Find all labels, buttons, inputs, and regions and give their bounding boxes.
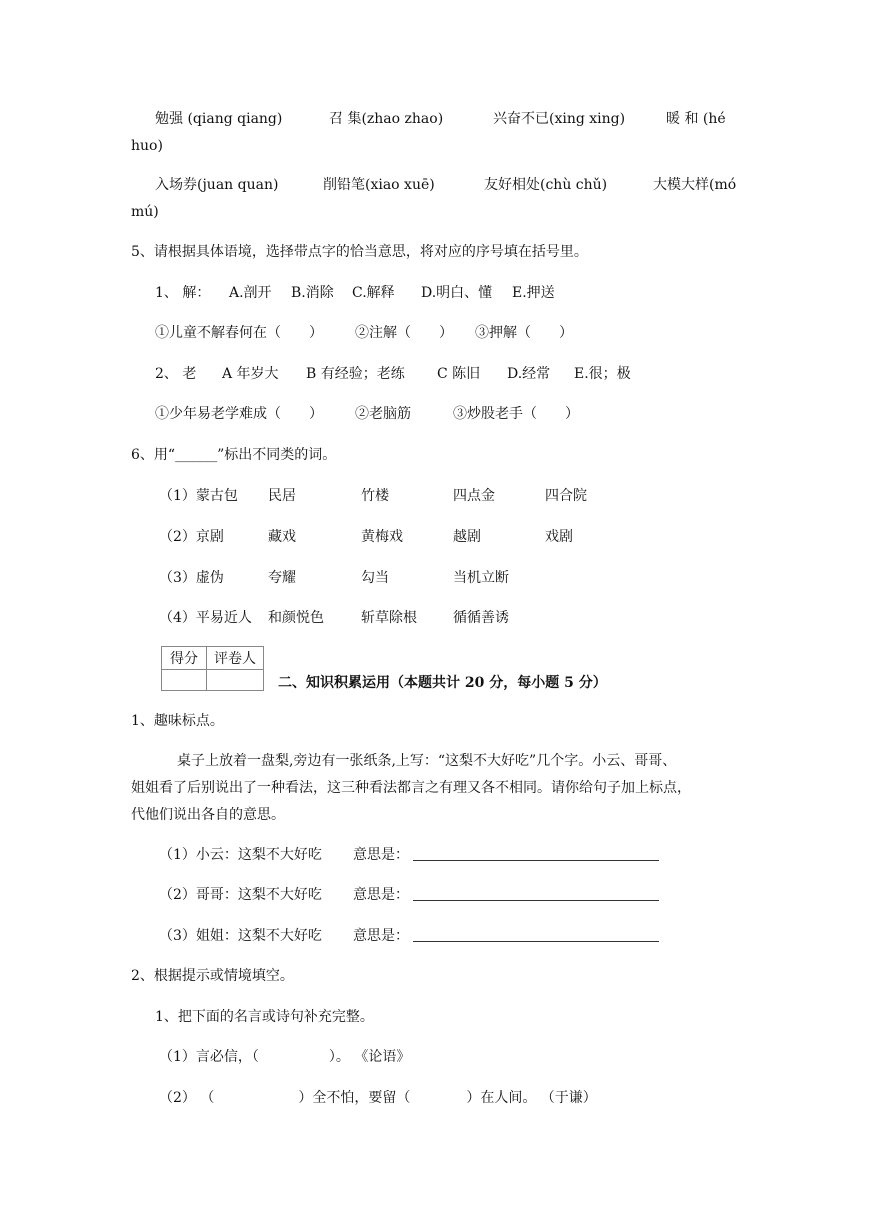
pinyin-item: 大模大样(mó: [653, 177, 737, 193]
question-title: 1、趣味标点。: [131, 713, 224, 729]
question-item-label: 2、 老: [155, 366, 197, 382]
phrase-blank: ②注解（ ）: [355, 325, 453, 341]
answer-label: （2）哥哥：这梨不大好吃: [159, 887, 322, 903]
pinyin-item: 友好相处(chù chǔ): [484, 177, 608, 193]
option-text: B 有经验；老练: [306, 366, 405, 382]
section-title: 二、知识积累运用（本题共计 20 分，每小题 5 分）: [278, 675, 607, 691]
option-text: E.很；极: [574, 366, 631, 382]
pinyin-item: 入场券(juan quan): [155, 177, 279, 193]
question-subtitle: 1、把下面的名言或诗句补充完整。: [155, 1009, 374, 1025]
pinyin-item: 暖 和 (hé: [666, 111, 726, 127]
phrase-blank: ③押解（ ）: [475, 325, 573, 341]
answer-label: （3）姐姐：这梨不大好吃: [159, 928, 322, 944]
word-item: 民居: [268, 488, 296, 504]
word-item: 斩草除根: [361, 610, 417, 626]
word-item: （4）平易近人: [159, 610, 252, 626]
option-text: E.押送: [512, 285, 555, 301]
question-title: 6、用“______”标出不同类的词。: [131, 447, 337, 463]
pinyin-item: 兴奋不已(xing xing): [493, 111, 626, 127]
meaning-label: 意思是：: [353, 928, 409, 944]
word-item: 竹楼: [361, 488, 389, 504]
option-text: D.明白、懂: [421, 285, 493, 301]
pinyin-item-wrap: mú): [131, 204, 159, 220]
word-item: 当机立断: [453, 570, 509, 586]
pinyin-item: 召 集(zhao zhao): [329, 111, 444, 127]
answer-blank[interactable]: [413, 941, 659, 942]
option-text: C 陈旧: [437, 366, 481, 382]
answer-blank[interactable]: [413, 860, 659, 861]
word-item: 戏剧: [545, 529, 573, 545]
pinyin-item: 削铅笔(xiao xuē): [323, 177, 435, 193]
word-item: 夸耀: [268, 570, 296, 586]
score-label: 得分: [162, 647, 207, 670]
meaning-label: 意思是：: [353, 847, 409, 863]
word-item: 四点金: [453, 488, 495, 504]
word-item: 四合院: [545, 488, 587, 504]
grader-label: 评卷人: [207, 647, 264, 670]
answer-label: （1）小云：这梨不大好吃: [159, 847, 322, 863]
option-text: A 年岁大: [222, 366, 279, 382]
word-item: （3）虚伪: [159, 570, 224, 586]
pinyin-item: 勉强 (qiang qiang): [155, 111, 283, 127]
question-title: 5、请根据具体语境，选择带点字的恰当意思，将对应的序号填在括号里。: [131, 244, 588, 260]
option-text: A.剖开: [229, 285, 272, 301]
word-item: （2）京剧: [159, 529, 224, 545]
word-item: 循循善诱: [453, 610, 509, 626]
fill-in-item: （2） （ ）全不怕，要留（ ）在人间。 （于谦）: [159, 1090, 597, 1106]
word-item: （1）蒙古包: [159, 488, 238, 504]
paragraph-line: 代他们说出各自的意思。: [131, 807, 285, 823]
option-text: D.经常: [507, 366, 551, 382]
question-title: 2、根据提示或情境填空。: [131, 968, 294, 984]
option-text: C.解释: [352, 285, 395, 301]
phrase-blank: ③炒股老手（ ）: [453, 406, 579, 422]
fill-in-item: （1）言必信，（ ）。 《论语》: [159, 1049, 411, 1065]
score-box: [161, 646, 264, 691]
paragraph-line: 桌子上放着一盘梨,旁边有一张纸条,上写：“这梨不大好吃”几个字。小云、哥哥、: [177, 753, 677, 769]
word-item: 越剧: [453, 529, 481, 545]
word-item: 勾当: [361, 570, 389, 586]
word-item: 和颜悦色: [268, 610, 324, 626]
answer-blank[interactable]: [413, 900, 659, 901]
grader-cell[interactable]: [207, 670, 264, 691]
phrase-blank: ②老脑筋: [355, 406, 411, 422]
word-item: 黄梅戏: [361, 529, 403, 545]
pinyin-item-wrap: huo): [131, 138, 163, 154]
phrase-blank: ①少年易老学难成（ ）: [155, 406, 323, 422]
question-item-label: 1、 解：: [155, 285, 211, 301]
word-item: 藏戏: [268, 529, 296, 545]
option-text: B.消除: [291, 285, 334, 301]
phrase-blank: ①儿童不解春何在（ ）: [155, 325, 323, 341]
meaning-label: 意思是：: [353, 887, 409, 903]
paragraph-line: 姐姐看了后别说出了一种看法，这三种看法都言之有理又各不相同。请你给句子加上标点，: [131, 780, 691, 796]
score-cell[interactable]: [162, 670, 207, 691]
